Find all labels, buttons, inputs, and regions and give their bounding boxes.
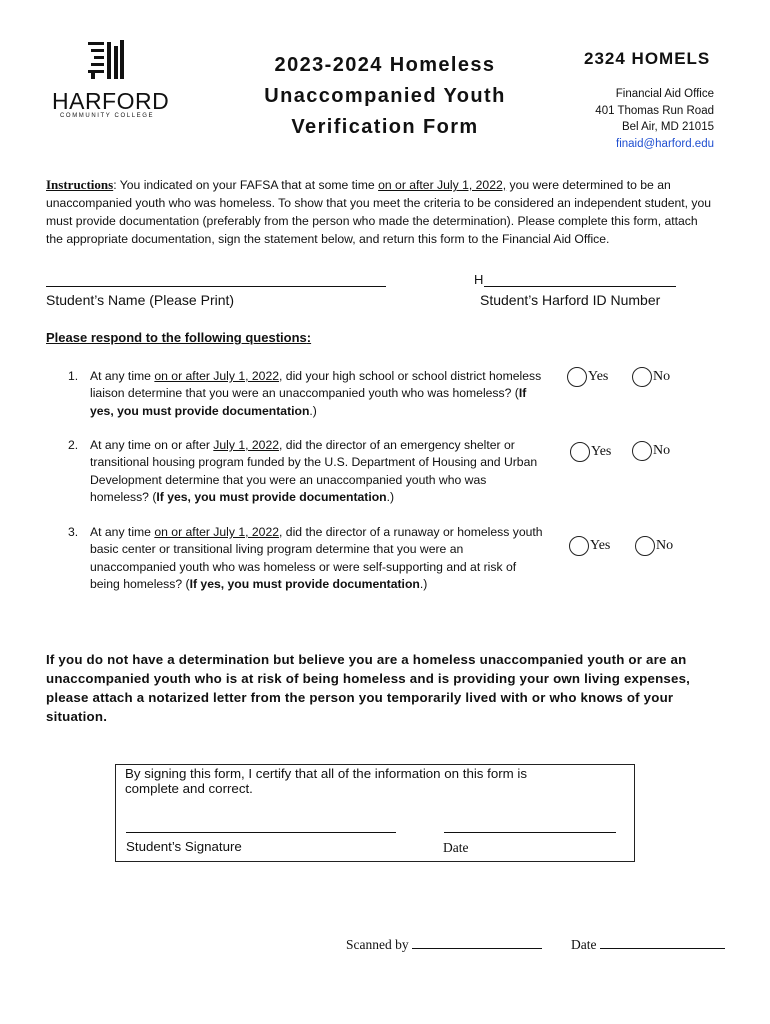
q1-yes-option[interactable] (567, 367, 608, 387)
q-date: July 1, 2022 (213, 438, 280, 452)
q-bold-note: If yes, you must provide documentation (90, 386, 527, 418)
q-text: At any time (90, 525, 155, 539)
instructions-label: Instructions (46, 177, 114, 192)
question-text (90, 437, 548, 506)
instructions-text-2: you were determined to be an unaccompanied youth who was homeless. To show that you meet the criteria to be considered an independent student, you must provide documentation (preferably from the person who made the determination). Please complete this form, attach the appropriate documentation, sign the statement below, and return this form to the Financial Aid Office. (46, 178, 712, 246)
radio-circle-icon[interactable] (567, 367, 587, 387)
instructions-paragraph (46, 176, 716, 248)
scanned-by-label: Scanned by (346, 937, 409, 952)
q2-yes-option[interactable] (570, 442, 611, 462)
radio-circle-icon[interactable] (569, 536, 589, 556)
title-line-1: 2023-2024 Homeless (274, 54, 496, 76)
scanned-date-label: Date (571, 937, 597, 952)
signature-date-field[interactable] (444, 822, 616, 833)
questions-header-colon: : (306, 330, 312, 345)
q1-no-option[interactable] (632, 367, 670, 387)
q-text: .) (419, 576, 428, 591)
office-email-link[interactable]: finaid@harford.edu (616, 137, 714, 150)
form-title (250, 50, 520, 143)
q-date: on or after July 1, 2022 (154, 369, 280, 383)
student-id-label: Student’s Harford ID Number (480, 292, 661, 308)
signature-date-label: Date (443, 840, 469, 855)
question-1 (68, 368, 548, 420)
form-code: 2324 HOMELS (584, 49, 711, 68)
radio-circle-icon[interactable] (632, 441, 652, 461)
question-text (90, 524, 548, 593)
student-id-field[interactable] (484, 280, 676, 287)
question-3 (68, 524, 548, 593)
question-number: 3. (68, 525, 79, 539)
questions-header (46, 330, 311, 345)
student-name-label: Student’s Name (Please Print) (46, 292, 235, 308)
question-text (90, 368, 548, 420)
logo-subtitle: COMMUNITY COLLEGE (60, 113, 155, 119)
title-line-3: Verification Form (291, 116, 479, 138)
no-label: No (653, 443, 671, 458)
questions-header-text: Please respond to the following questions (46, 330, 307, 345)
q-text: .) (309, 403, 317, 418)
signature-label: Student’s Signature (126, 839, 242, 854)
logo-wordmark: HARFORD (52, 88, 170, 114)
q-date: on or after July 1, 2022 (154, 525, 280, 539)
q-text: , did the director of an emergency shelter or transitional housing program funded by the U.S. Department of Housing and Urban Development determine that you were an unaccompanied youth who was homeless? ( (90, 438, 538, 504)
radio-circle-icon[interactable] (570, 442, 590, 462)
no-label: No (653, 369, 671, 384)
scanned-by-field[interactable] (412, 940, 542, 949)
question-2 (68, 437, 548, 506)
radio-circle-icon[interactable] (635, 536, 655, 556)
yes-label: Yes (590, 538, 611, 553)
student-name-field[interactable] (46, 280, 386, 287)
harford-logo-icon (88, 40, 124, 80)
radio-circle-icon[interactable] (632, 367, 652, 387)
notarized-letter-paragraph: If you do not have a determination but believe you are a homeless unaccompanied youth or are an unaccompanied youth who is at risk of being homeless and is providing your own living expenses, please attach a notarized letter from the person you temporarily lived with or who knows of your situation. (46, 652, 691, 724)
q-bold-note: If yes, you must provide documentation (156, 489, 387, 504)
no-label: No (656, 538, 674, 553)
q-text: , did your high school or school district homeless liaison determine that you were an unaccompanied youth who was homeless? ( (90, 369, 542, 401)
question-number: 2. (68, 438, 79, 452)
q-text: At any time on or after (90, 438, 214, 452)
scanned-date-field[interactable] (600, 940, 725, 949)
q3-no-option[interactable] (635, 536, 673, 556)
instructions-date: on or after July 1, 2022, (378, 178, 507, 192)
q-text: .) (386, 489, 395, 504)
office-street: 401 Thomas Run Road (595, 104, 714, 117)
signature-field[interactable] (126, 822, 396, 833)
office-city: Bel Air, MD 21015 (621, 121, 714, 133)
q2-no-option[interactable] (632, 441, 670, 461)
office-address (595, 86, 714, 152)
question-number: 1. (68, 369, 79, 383)
q3-yes-option[interactable] (569, 536, 610, 556)
certification-text: By signing this form, I certify that all of the information on this form is complete and correct. (125, 766, 528, 796)
yes-label: Yes (591, 444, 612, 459)
instructions-text-1: : You indicated on your FAFSA that at some time (113, 178, 379, 192)
office-name: Financial Aid Office (615, 88, 714, 100)
q-bold-note: If yes, you must provide documentation (189, 576, 420, 591)
q-text: , did the director of a runaway or homeless youth basic center or transitional living program determine that you were an unaccompanied youth who was homeless or were self-supporting and at risk of being homeless? ( (90, 525, 543, 591)
student-id-prefix: H (474, 272, 484, 287)
q-text: At any time (90, 369, 155, 383)
title-line-2: Unaccompanied Youth (264, 85, 506, 107)
yes-label: Yes (588, 369, 609, 384)
